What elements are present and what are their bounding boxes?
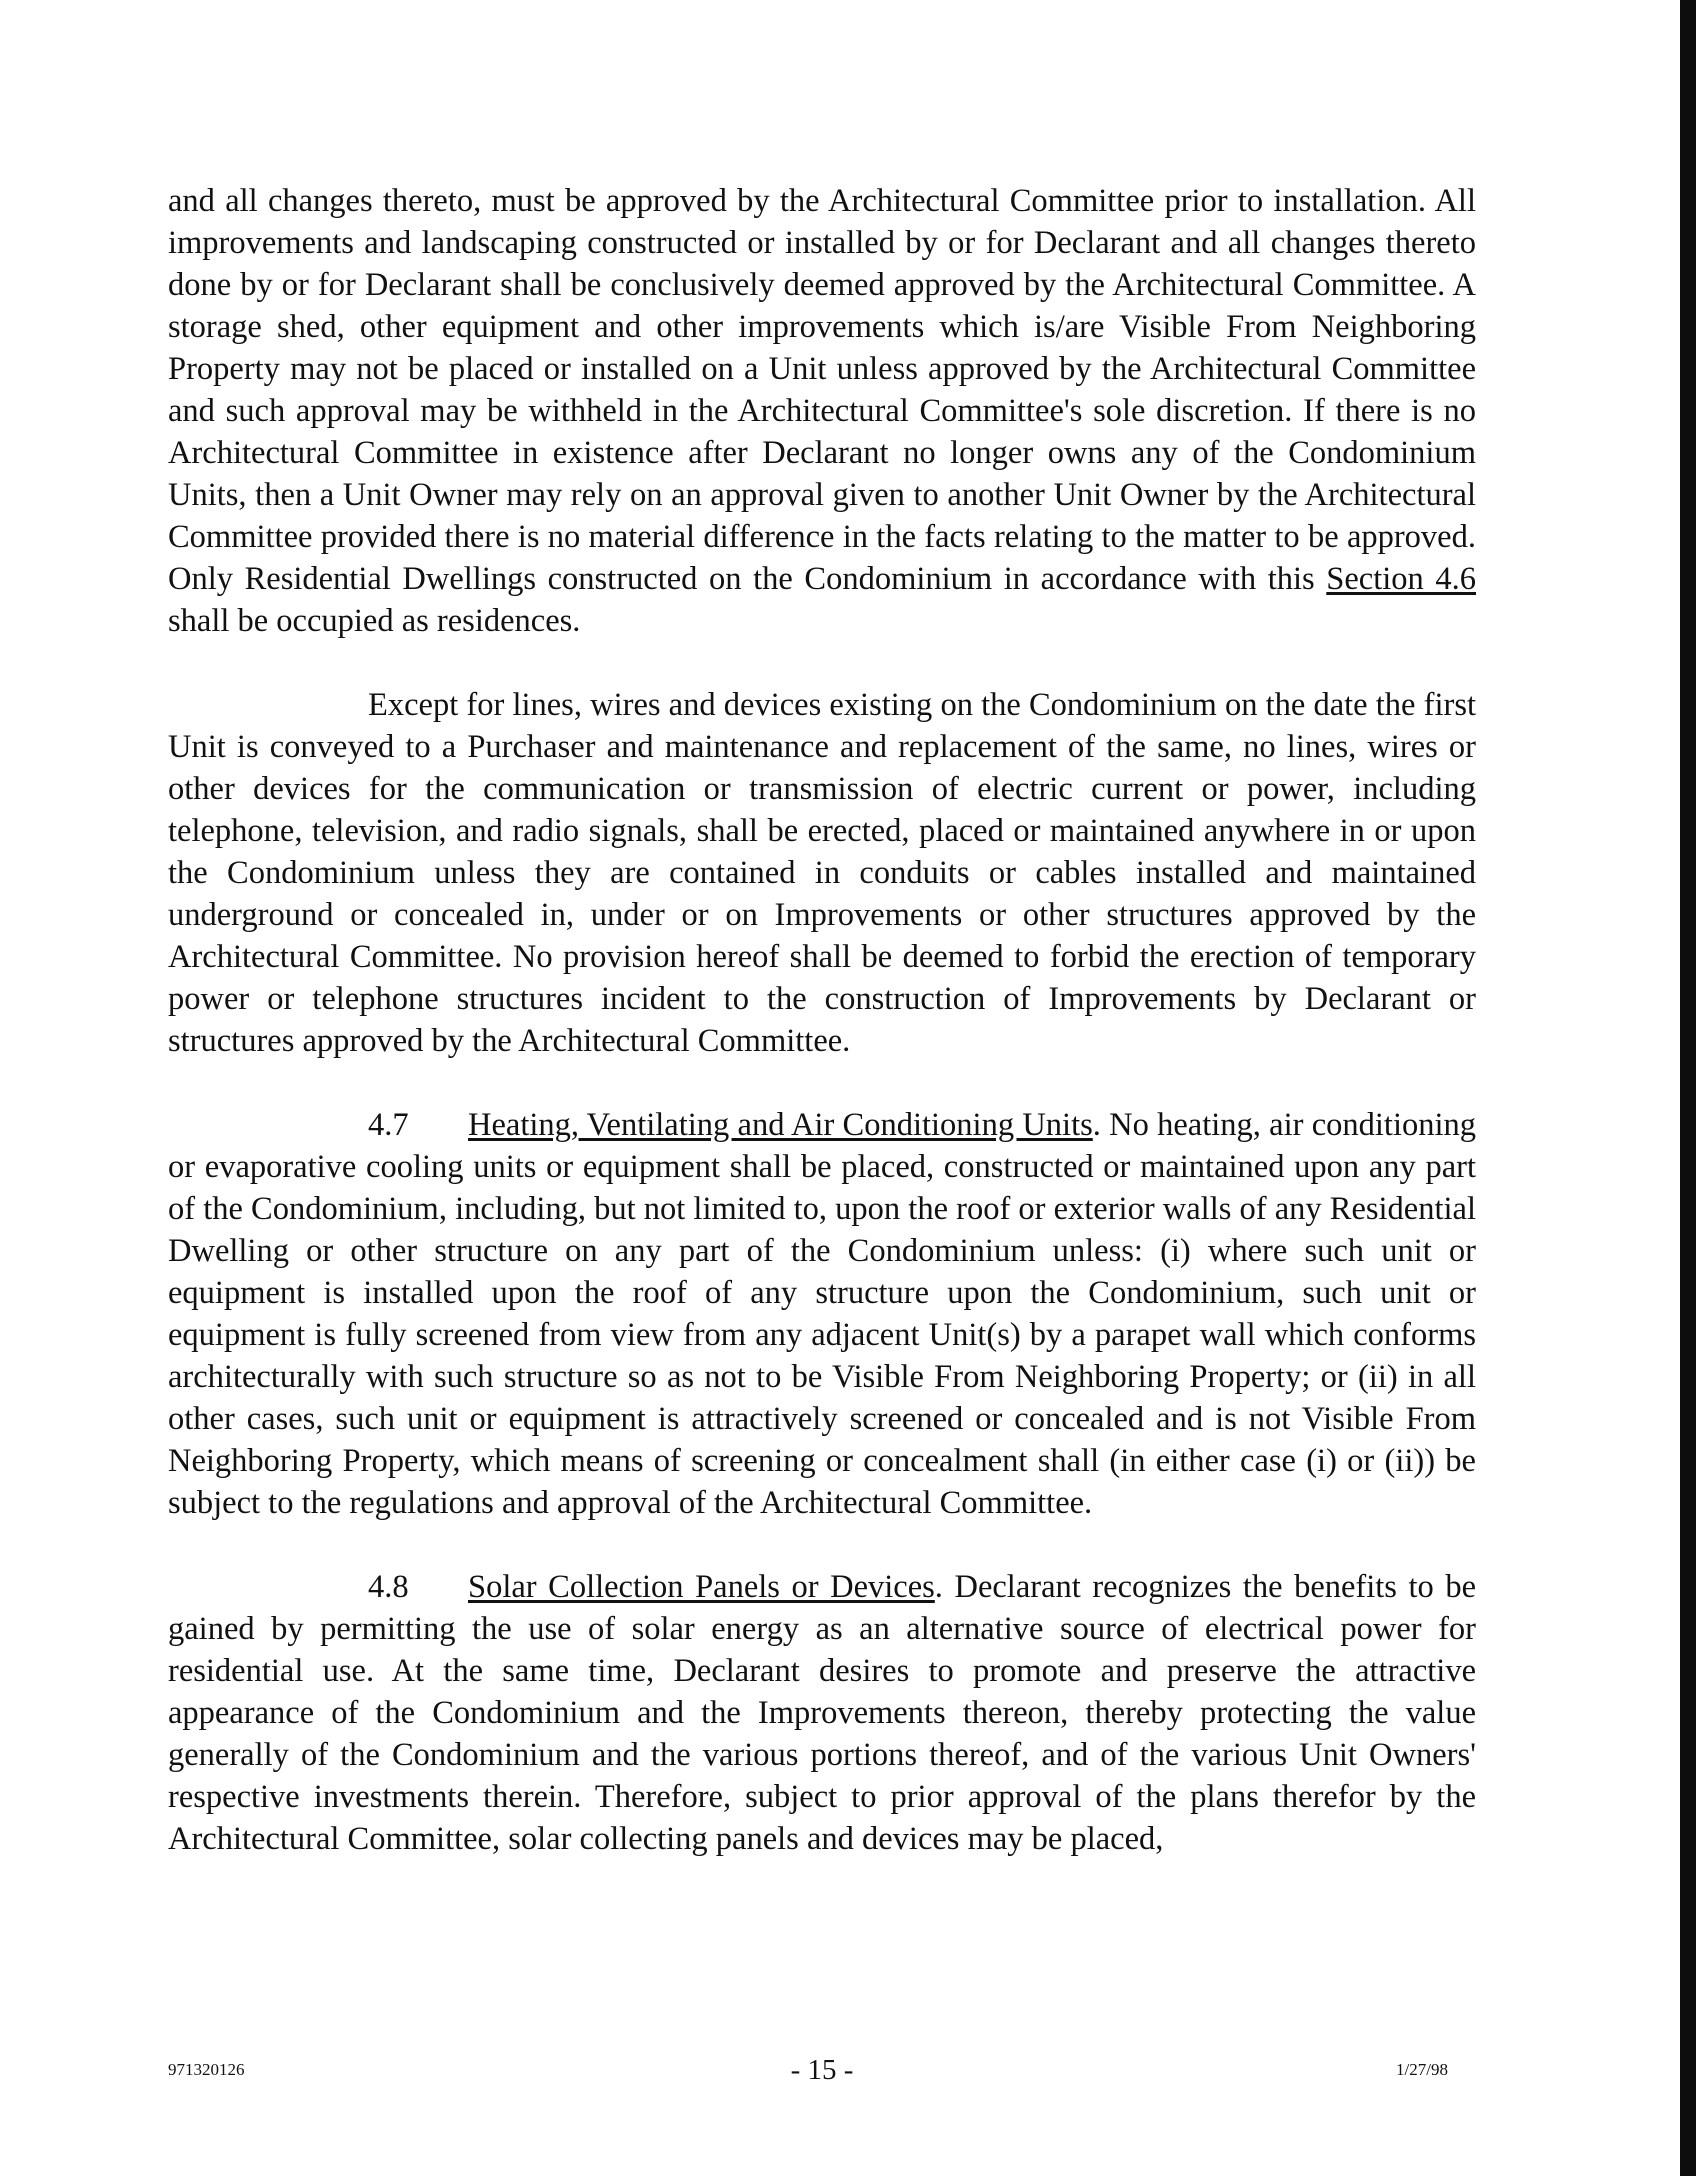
section-4-6-reference: Section 4.6 [1326, 561, 1476, 597]
paragraph-approval-continuation [168, 180, 1476, 642]
section-text: . No heating, air conditioning or evaporative cooling units or equipment shall be placed, constructed or maintained upon any part of the Condominium, including, but not limited to, upon the roof or exterior walls of any Residential Dwelling or other structure on any part of the Condominium unless: (i) where such unit or equipment is installed upon the roof of any structure upon the Condominium, such unit or equipment is fully screened from view from any adjacent Unit(s) by a parapet wall which conforms architecturally with such structure so as not to be Visible From Neighboring Property; or (ii) in all other cases, such unit or equipment is attractively screened or concealed and is not Visible From Neighboring Property, which means of screening or concealment shall (in either case (i) or (ii)) be subject to the regulations and approval of the Architectural Committee. [168, 1107, 1477, 1521]
document-number: 971320126 [168, 2060, 245, 2079]
section-number: 4.8 [368, 1569, 409, 1605]
paragraph-utility-lines [168, 684, 1476, 1062]
scan-edge [1680, 0, 1696, 2176]
section-text: . Declarant recognizes the benefits to be gained by permitting the use of solar energy as an alternative source of electrical power for residential use. At the same time, Declarant desires to promote and preserve the attractive appearance of the Condominium and the Improvements thereon, thereby protecting the value generally of the Condominium and the various portions thereof, and of the various Unit Owners' respective investments therein. Therefore, subject to prior approval of the plans therefor by the Architectural Committee, solar collecting panels and devices may be placed, [168, 1569, 1476, 1857]
page-number: - 15 - [790, 2054, 854, 2086]
paragraph-text-end: shall be occupied as residences. [168, 603, 581, 639]
section-4-8 [168, 1566, 1476, 1860]
paragraph-text: Except for lines, wires and devices existing on the Condominium on the date the first Unit is conveyed to a Purchaser and maintenance and replacement of the same, no lines, wires or other devices for the communication or transmission of electric current or power, including telephone, television, and radio signals, shall be erected, placed or maintained anywhere in or upon the Condominium unless they are contained in conduits or cables installed and maintained underground or concealed in, under or on Improvements or other structures approved by the Architectural Committee. No provision hereof shall be deemed to forbid the erection of temporary power or telephone structures incident to the construction of Improvements by Declarant or structures approved by the Architectural Committee. [168, 687, 1476, 1059]
document-body [168, 180, 1476, 1860]
section-4-7 [168, 1104, 1476, 1524]
section-number: 4.7 [368, 1107, 409, 1143]
page-footer [168, 2054, 1476, 2088]
document-date: 1/27/98 [1396, 2060, 1448, 2079]
section-heading: Solar Collection Panels or Devices [468, 1569, 935, 1605]
paragraph-text: and all changes thereto, must be approved by the Architectural Committee prior to installation. All improvements and landscaping constructed or installed by or for Declarant and all changes thereto done by or for Declarant shall be conclusively deemed approved by the Architectural Committee. A storage shed, other equipment and other improvements which is/are Visible From Neighboring Property may not be placed or installed on a Unit unless approved by the Architectural Committee and such approval may be withheld in the Architectural Committee's sole discretion. If there is no Architectural Committee in existence after Declarant no longer owns any of the Condominium Units, then a Unit Owner may rely on an approval given to another Unit Owner by the Architectural Committee provided there is no material difference in the facts relating to the matter to be approved. Only Residential Dwellings constructed on the Condominium in accordance with this [168, 183, 1476, 597]
section-heading: Heating, Ventilating and Air Conditioning Units [468, 1107, 1093, 1143]
